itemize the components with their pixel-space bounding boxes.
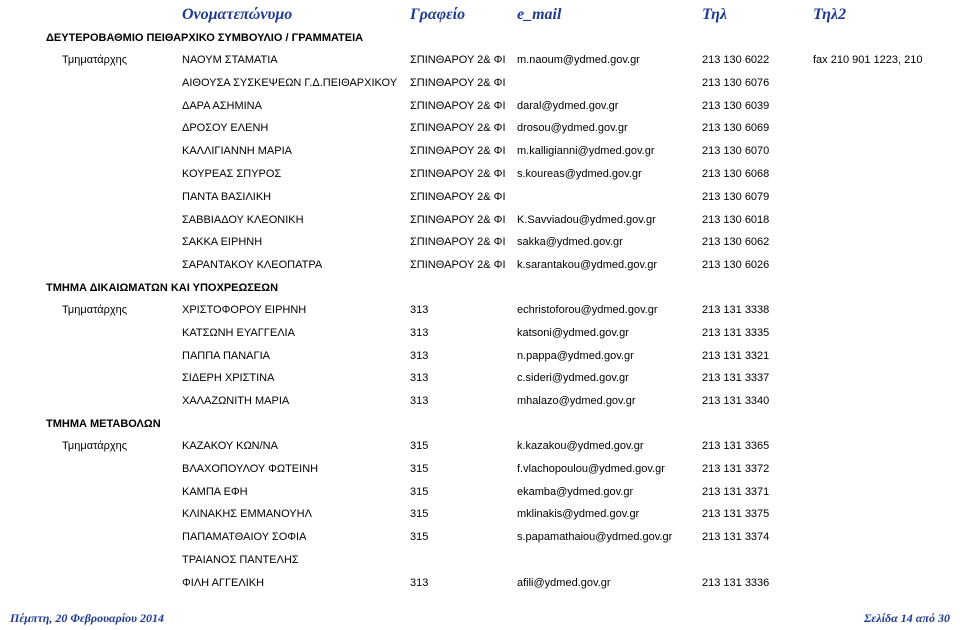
cell-tel: 213 130 6039 bbox=[702, 99, 770, 112]
table-row bbox=[0, 163, 960, 186]
table-row bbox=[0, 345, 960, 368]
cell-email: k.kazakou@ydmed.gov.gr bbox=[517, 439, 644, 452]
cell-name: ΚΑΜΠΑ ΕΦΗ bbox=[182, 485, 248, 498]
header-office: Γραφείο bbox=[410, 6, 466, 23]
cell-office: ΣΠΙΝΘΑΡΟΥ 2& ΦΙ bbox=[410, 54, 506, 66]
cell-name: ΣΑΒΒΙΑΔΟΥ ΚΛΕΟΝΙΚΗ bbox=[182, 213, 304, 226]
cell-name: ΠΑΝΤΑ ΒΑΣΙΛΙΚΗ bbox=[182, 190, 272, 203]
cell-name: ΚΑΖΑΚΟΥ ΚΩΝ/ΝΑ bbox=[182, 439, 278, 452]
cell-tel: 213 130 6026 bbox=[702, 259, 770, 272]
cell-tel: 213 131 3374 bbox=[702, 531, 770, 544]
table-row bbox=[0, 49, 960, 72]
cell-name: ΧΑΛΑΖΩΝΙΤΗ ΜΑΡΙΑ bbox=[182, 395, 290, 408]
cell-office: 313 bbox=[410, 303, 429, 316]
cell-name: ΑΙΘΟΥΣΑ ΣΥΣΚΕΨΕΩΝ Γ.Δ.ΠΕΙΘΑΡΧΙΚΟΥ bbox=[182, 76, 398, 89]
cell-name: ΝΑΟΥΜ ΣΤΑΜΑΤΙΑ bbox=[182, 54, 278, 66]
cell-name: ΤΡΑΙΑΝΟΣ ΠΑΝΤΕΛΗΣ bbox=[182, 553, 299, 566]
cell-role: Τμηματάρχης bbox=[62, 439, 128, 452]
cell-office: 313 bbox=[410, 326, 429, 339]
directory-table bbox=[0, 27, 960, 595]
table-row bbox=[0, 117, 960, 140]
cell-tel: 213 130 6069 bbox=[702, 122, 770, 135]
cell-email: sakka@ydmed.gov.gr bbox=[517, 236, 623, 249]
cell-tel: 213 131 3321 bbox=[702, 349, 770, 362]
table-row bbox=[0, 231, 960, 254]
page-footer bbox=[0, 609, 960, 627]
cell-tel: 213 131 3372 bbox=[702, 462, 770, 475]
table-row bbox=[0, 458, 960, 481]
header-name: Ονοματεπώνυμο bbox=[182, 6, 293, 23]
footer-page-number: Σελίδα 14 από 30 bbox=[864, 611, 950, 625]
cell-name: ΣΙΔΕΡΗ ΧΡΙΣΤΙΝΑ bbox=[182, 372, 275, 385]
cell-office: ΣΠΙΝΘΑΡΟΥ 2& ΦΙ bbox=[410, 259, 506, 272]
table-row bbox=[0, 299, 960, 322]
table-row bbox=[0, 435, 960, 458]
cell-office: ΣΠΙΝΘΑΡΟΥ 2& ΦΙ bbox=[410, 167, 506, 180]
cell-office: 315 bbox=[410, 439, 429, 452]
table-row bbox=[0, 140, 960, 163]
cell-email: afili@ydmed.gov.gr bbox=[517, 576, 611, 589]
header-tel2: Τηλ2 bbox=[813, 6, 847, 23]
cell-office: 315 bbox=[410, 485, 429, 498]
cell-office: ΣΠΙΝΘΑΡΟΥ 2& ΦΙ bbox=[410, 213, 506, 226]
cell-role: Τμηματάρχης bbox=[62, 54, 128, 66]
footer-date: Πέμπτη, 20 Φεβρουαρίου 2014 bbox=[10, 611, 165, 625]
cell-name: ΦΙΛΗ ΑΓΓΕΛΙΚΗ bbox=[182, 576, 265, 589]
cell-name: ΣΑΡΑΝΤΑΚΟΥ ΚΛΕΟΠΑΤΡΑ bbox=[182, 259, 323, 272]
table-row bbox=[0, 572, 960, 595]
cell-tel: 213 130 6068 bbox=[702, 167, 770, 180]
table-row bbox=[0, 481, 960, 504]
cell-name: ΚΟΥΡΕΑΣ ΣΠΥΡΟΣ bbox=[182, 167, 282, 180]
cell-tel: 213 131 3340 bbox=[702, 395, 770, 408]
table-row bbox=[0, 322, 960, 345]
cell-email: k.sarantakou@ydmed.gov.gr bbox=[517, 259, 657, 272]
section-heading-row bbox=[0, 27, 960, 49]
cell-name: ΚΑΛΛΙΓΙΑΝΝΗ ΜΑΡΙΑ bbox=[182, 145, 292, 158]
table-row bbox=[0, 390, 960, 413]
table-row bbox=[0, 95, 960, 118]
table-row bbox=[0, 72, 960, 95]
cell-email: mklinakis@ydmed.gov.gr bbox=[517, 508, 640, 521]
cell-email: s.koureas@ydmed.gov.gr bbox=[517, 167, 642, 180]
cell-office: 313 bbox=[410, 395, 429, 408]
cell-name: ΚΛΙΝΑΚΗΣ ΕΜΜΑΝΟΥΗΛ bbox=[182, 508, 312, 521]
cell-email: c.sideri@ydmed.gov.gr bbox=[517, 372, 629, 385]
cell-name: ΣΑΚΚΑ ΕΙΡΗΝΗ bbox=[182, 236, 263, 249]
cell-email: s.papamathaiou@ydmed.gov.gr bbox=[517, 531, 673, 544]
section-title: ΤΜΗΜΑ ΜΕΤΑΒΟΛΩΝ bbox=[46, 417, 161, 430]
cell-tel: 213 131 3371 bbox=[702, 485, 770, 498]
table-row bbox=[0, 503, 960, 526]
cell-email: ekamba@ydmed.gov.gr bbox=[517, 485, 634, 498]
cell-office: 313 bbox=[410, 576, 429, 589]
cell-role: Τμηματάρχης bbox=[62, 303, 128, 316]
cell-office: ΣΠΙΝΘΑΡΟΥ 2& ΦΙ bbox=[410, 236, 506, 249]
cell-name: ΠΑΠΑΜΑΤΘΑΙΟΥ ΣΟΦΙΑ bbox=[182, 531, 307, 544]
section-title: ΤΜΗΜΑ ΔΙΚΑΙΩΜΑΤΩΝ ΚΑΙ ΥΠΟΧΡΕΩΣΕΩΝ bbox=[46, 281, 279, 294]
cell-office: ΣΠΙΝΘΑΡΟΥ 2& ΦΙ bbox=[410, 122, 506, 135]
cell-email: echristoforou@ydmed.gov.gr bbox=[517, 303, 658, 316]
cell-email: f.vlachopoulou@ydmed.gov.gr bbox=[517, 462, 665, 475]
cell-email: m.kalligianni@ydmed.gov.gr bbox=[517, 145, 655, 158]
section-heading-row bbox=[0, 277, 960, 299]
table-row bbox=[0, 549, 960, 572]
table-row bbox=[0, 526, 960, 549]
table-row bbox=[0, 367, 960, 390]
cell-email: daral@ydmed.gov.gr bbox=[517, 99, 619, 112]
section-heading-row bbox=[0, 413, 960, 435]
cell-name: ΒΛΑΧΟΠΟΥΛΟΥ ΦΩΤΕΙΝΗ bbox=[182, 462, 319, 475]
cell-tel: 213 131 3338 bbox=[702, 303, 770, 316]
cell-tel: 213 131 3336 bbox=[702, 576, 770, 589]
header-email: e_mail bbox=[517, 6, 562, 23]
header-tel: Τηλ bbox=[702, 6, 728, 23]
cell-name: ΔΡΟΣΟΥ ΕΛΕΝΗ bbox=[182, 122, 269, 135]
cell-email: mhalazo@ydmed.gov.gr bbox=[517, 395, 636, 408]
cell-tel: 213 131 3365 bbox=[702, 439, 770, 452]
cell-office: ΣΠΙΝΘΑΡΟΥ 2& ΦΙ bbox=[410, 99, 506, 112]
cell-name: ΠΑΠΠΑ ΠΑΝΑΓΙΑ bbox=[182, 349, 270, 362]
cell-tel2: fax 210 901 1223, 210 bbox=[813, 54, 923, 66]
cell-email: katsoni@ydmed.gov.gr bbox=[517, 326, 629, 339]
cell-tel: 213 130 6022 bbox=[702, 54, 770, 66]
cell-email: drosou@ydmed.gov.gr bbox=[517, 122, 628, 135]
cell-office: 313 bbox=[410, 372, 429, 385]
section-title: ΔΕΥΤΕΡΟΒΑΘΜΙΟ ΠΕΙΘΑΡΧΙΚΟ ΣΥΜΒΟΥΛΙΟ / ΓΡΑΜΜΑΤΕΙΑ bbox=[46, 32, 364, 44]
cell-email: m.naoum@ydmed.gov.gr bbox=[517, 54, 640, 66]
cell-name: ΚΑΤΣΩΝΗ ΕΥΑΓΓΕΛΙΑ bbox=[182, 326, 295, 339]
table-row bbox=[0, 186, 960, 209]
cell-tel: 213 131 3335 bbox=[702, 326, 770, 339]
cell-office: ΣΠΙΝΘΑΡΟΥ 2& ΦΙ bbox=[410, 76, 506, 89]
cell-office: 315 bbox=[410, 531, 429, 544]
cell-tel: 213 130 6070 bbox=[702, 145, 770, 158]
cell-tel: 213 130 6062 bbox=[702, 236, 770, 249]
cell-tel: 213 130 6018 bbox=[702, 213, 770, 226]
cell-office: ΣΠΙΝΘΑΡΟΥ 2& ΦΙ bbox=[410, 145, 506, 158]
cell-office: 313 bbox=[410, 349, 429, 362]
cell-tel: 213 130 6076 bbox=[702, 76, 770, 89]
cell-name: ΔΑΡΑ ΑΣΗΜΙΝΑ bbox=[182, 99, 262, 112]
cell-email: n.pappa@ydmed.gov.gr bbox=[517, 349, 634, 362]
cell-name: ΧΡΙΣΤΟΦΟΡΟΥ ΕΙΡΗΝΗ bbox=[182, 303, 307, 316]
table-row bbox=[0, 254, 960, 277]
table-row bbox=[0, 209, 960, 232]
cell-tel: 213 131 3375 bbox=[702, 508, 770, 521]
cell-office: 315 bbox=[410, 462, 429, 475]
cell-office: ΣΠΙΝΘΑΡΟΥ 2& ΦΙ bbox=[410, 190, 506, 203]
cell-email: K.Savviadou@ydmed.gov.gr bbox=[517, 213, 656, 226]
cell-tel: 213 130 6079 bbox=[702, 190, 770, 203]
cell-tel: 213 131 3337 bbox=[702, 372, 770, 385]
cell-office: 315 bbox=[410, 508, 429, 521]
